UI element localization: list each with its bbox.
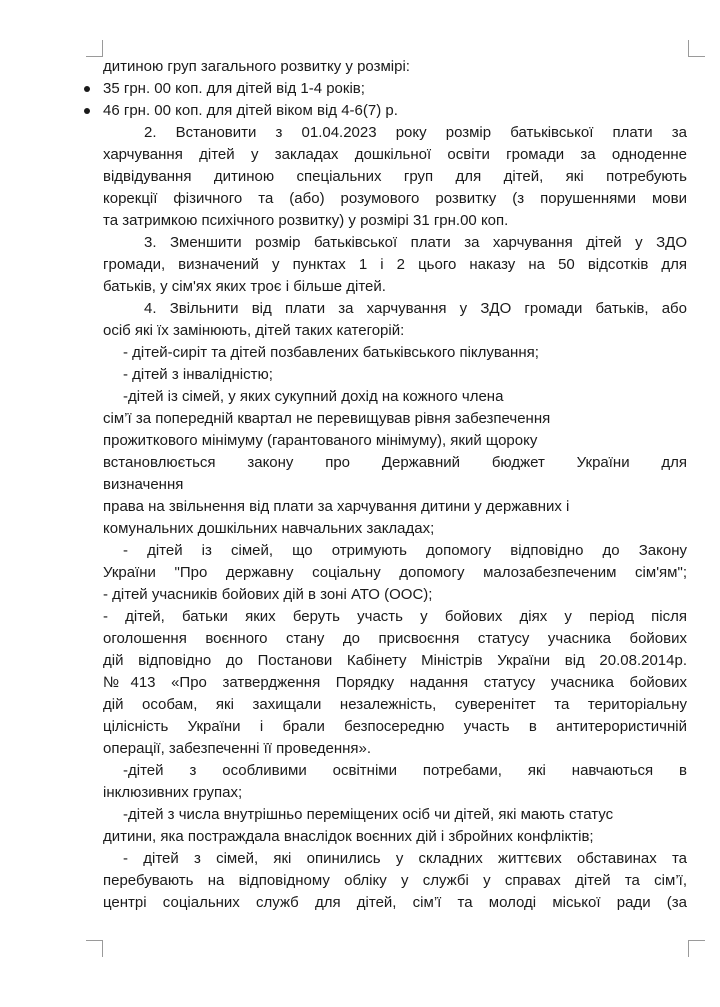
bullet-icon: [84, 86, 90, 92]
text-line: осіб які їх замінюють, дітей таких категорій:: [103, 322, 405, 339]
text-line: 3. Зменшити розмір батьківської плати за харчування дітей у ЗДО: [144, 234, 687, 251]
text-line: центрі соціальних служб для дітей, сім’ї та молоді міської ради (за: [103, 894, 687, 911]
text-line: оголошення воєнного стану до присвоєння статусу учасника бойових: [103, 630, 687, 647]
text-line: -дітей з числа внутрішньо переміщених осіб чи дітей, які мають статус: [123, 806, 614, 823]
text-line: 4. Звільнити від плати за харчування у ЗДО громади батьків, або: [144, 300, 687, 317]
bullet-list-item: [103, 78, 687, 100]
crop-mark-bottom-right: [688, 940, 705, 957]
crop-mark-top-right: [688, 40, 705, 57]
text-line: -дітей з особливими освітніми потребами, які навчаються в: [123, 762, 687, 779]
bullet-text: 46 грн. 00 коп. для дітей віком від 4-6(7) р.: [103, 102, 398, 119]
text-line: дитиною груп загального розвитку у розмірі:: [103, 58, 410, 75]
text-line: №413 «Про затвердження Порядку надання статусу учасника бойових: [103, 674, 687, 691]
crop-mark-bottom-left: [86, 940, 103, 957]
text-line: перебувають на відповідному обліку у службі у справах дітей та сім’ї,: [103, 872, 687, 889]
text-line: прожиткового мінімуму (гарантованого мінімуму), який щороку: [103, 432, 538, 449]
text-line: - дітей із сімей, що отримують допомогу відповідно до Закону: [123, 542, 687, 559]
document-body: [103, 56, 687, 914]
text-line: корекції фізичного та (або) розумового розвитку (з порушеннями мови: [103, 190, 687, 207]
text-line: операції, забезпеченні її проведення».: [103, 740, 372, 757]
text-line: - дітей учасників бойових дій в зоні АТО (ООС);: [103, 586, 433, 603]
bullet-icon: [84, 108, 90, 114]
text-line: сім’ї за попередній квартал не перевищував рівня забезпечення: [103, 410, 551, 427]
text-line: встановлюється закону про Державний бюджет України для: [103, 454, 687, 471]
bullet-text: 35 грн. 00 коп. для дітей від 1-4 років;: [103, 80, 365, 97]
text-line: харчування дітей у закладах дошкільної освіти громади за одноденне: [103, 146, 687, 163]
bullet-list-item: [103, 100, 687, 122]
text-line: -дітей із сімей, у яких сукупний дохід на кожного члена: [123, 388, 504, 405]
text-line: визначення: [103, 476, 184, 493]
text-line: дій відповідно до Постанови Кабінету Міністрів України від 20.08.2014р.: [103, 652, 687, 669]
text-line: України "Про державну соціальну допомогу малозабезпеченим сім'ям";: [103, 564, 687, 581]
text-line: відвідування дитиною спеціальних груп для дітей, які потребують: [103, 168, 687, 185]
crop-mark-top-left: [86, 40, 103, 57]
text-line: цілісність України і брали безпосередню участь в антитерористичній: [103, 718, 687, 735]
text-line: 2. Встановити з 01.04.2023 року розмір батьківської плати за: [144, 124, 687, 141]
text-line: громади, визначений у пунктах 1 і 2 цього наказу на 50 відсотків для: [103, 256, 687, 273]
text-line: комунальних дошкільних навчальних закладах;: [103, 520, 435, 537]
text-line: права на звільнення від плати за харчування дитини у державних і: [103, 498, 570, 515]
text-line: дій особам, які захищали незалежність, суверенітет та територіальну: [103, 696, 687, 713]
text-line: - дітей з сімей, які опинились у складних життєвих обставинах та: [123, 850, 687, 867]
text-line: - дітей з інвалідністю;: [123, 366, 273, 383]
text-line: - дітей-сиріт та дітей позбавлених батьківського піклування;: [123, 344, 539, 361]
text-line: батьків, у сім'ях яких троє і більше дітей.: [103, 278, 386, 295]
text-line: та затримкою психічного розвитку) у розмірі 31 грн.00 коп.: [103, 212, 509, 229]
text-line: - дітей, батьки яких беруть участь у бойових діях у період після: [103, 608, 687, 625]
text-line: інклюзивних групах;: [103, 784, 243, 801]
text-line: дитини, яка постраждала внаслідок воєнних дій і збройних конфліктів;: [103, 828, 594, 845]
